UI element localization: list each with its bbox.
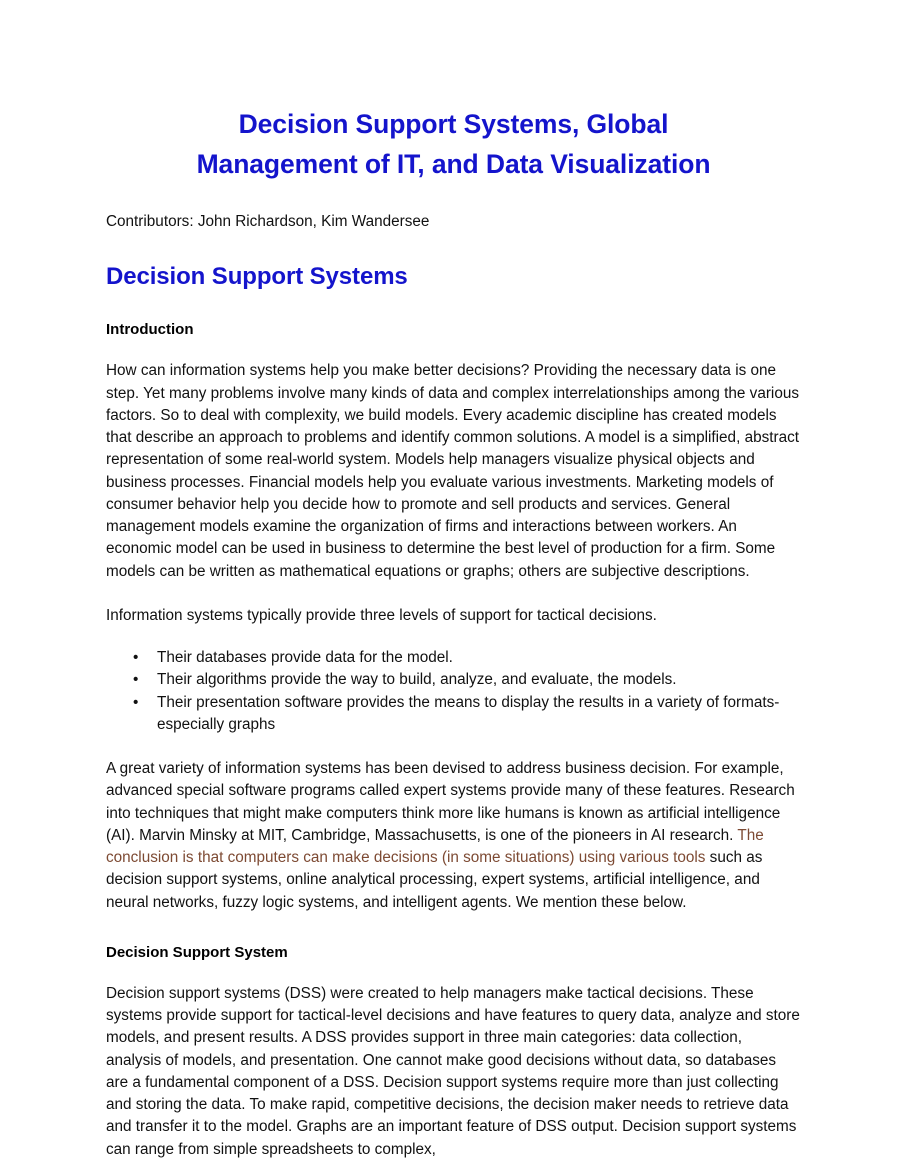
list-item [106, 692, 801, 737]
document-title-line-1: Decision Support Systems, Global [238, 109, 669, 139]
list-item-label: Their databases provide data for the model. [157, 649, 453, 667]
paragraph-dss-description: Decision support systems (DSS) were created to help managers make tactical decisions. These systems provide support for tactical-level decisions and have features to query data, analyze and store models, and present results. A DSS provides support in three main categories: data collection, analysis of models, and presentation. One cannot make good decisions without data, so databases are a fundamental component of a DSS. Decision support systems require more than just collecting and storing the data. To make rapid, competitive decisions, the decision maker needs to retrieve data and transfer it to the model. Graphs are an important feature of DSS output. Decision support systems can range from simple spreadsheets to complex, [106, 984, 800, 1158]
document-title-line-2: Management of IT, and Data Visualization [196, 149, 711, 180]
paragraph-three-levels-of-support: Information systems typically provide three levels of support for tactical decisions. [106, 606, 657, 624]
list-item-label: Their presentation software provides the means to display the results in a variety of formats-especially graphs [157, 693, 780, 733]
bullet-icon: • [133, 693, 139, 711]
paragraph-segment-plain-tail: such as decision support systems, online analytical processing, expert systems, artificial intelligence, and neural networks, fuzzy logic systems, and intelligent agents. We mention these below. [106, 849, 763, 911]
list-item-label: Their algorithms provide the way to build, analyze, and evaluate, the models. [157, 671, 677, 689]
bullet-icon: • [133, 671, 139, 689]
paragraph-segment-plain-lead: A great variety of information systems has been devised to address business decision. For example, advanced special software programs called expert systems provide many of these features. Research into techniques that might make computers think more like humans is known as artificial intelligence (AI). Marvin Minsky at MIT, Cambridge, Massachusetts, is one of the pioneers in AI research. [106, 760, 795, 844]
paragraph-segment-highlighted: The conclusion is that computers can make decisions (in some situations) using various tools [106, 826, 764, 867]
support-levels-list [106, 627, 801, 736]
section-heading-decision-support-systems: Decision Support Systems [106, 263, 408, 291]
paragraph-expert-systems-ai [106, 736, 801, 914]
document-content [106, 0, 801, 1161]
list-item [106, 647, 801, 669]
bullet-icon: • [133, 649, 139, 667]
paragraph-introduction-models: How can information systems help you make better decisions? Providing the necessary data is one step. Yet many problems involve many kinds of data and complex interrelationships among the various factors. So to deal with complexity, we build models. Every academic discipline has created models that describe an approach to problems and identify common solutions. A model is a simplified, abstract representation of some real-world system. Models help managers visualize physical objects and business processes. Financial models help you evaluate various investments. Marketing models of consumer behavior help you decide how to promote and sell products and services. General management models examine the organization of firms and interactions between workers. An economic model can be used in business to determine the best level of production for a firm. Some models can be written as mathematical equations or graphs; others are subjective descriptions. [106, 362, 799, 580]
subheading-decision-support-system: Decision Support System [106, 943, 288, 961]
list-item [106, 669, 801, 691]
contributors-line: Contributors: John Richardson, Kim Wandersee [106, 212, 430, 230]
subheading-introduction: Introduction [106, 321, 194, 339]
document-title [106, 0, 801, 185]
